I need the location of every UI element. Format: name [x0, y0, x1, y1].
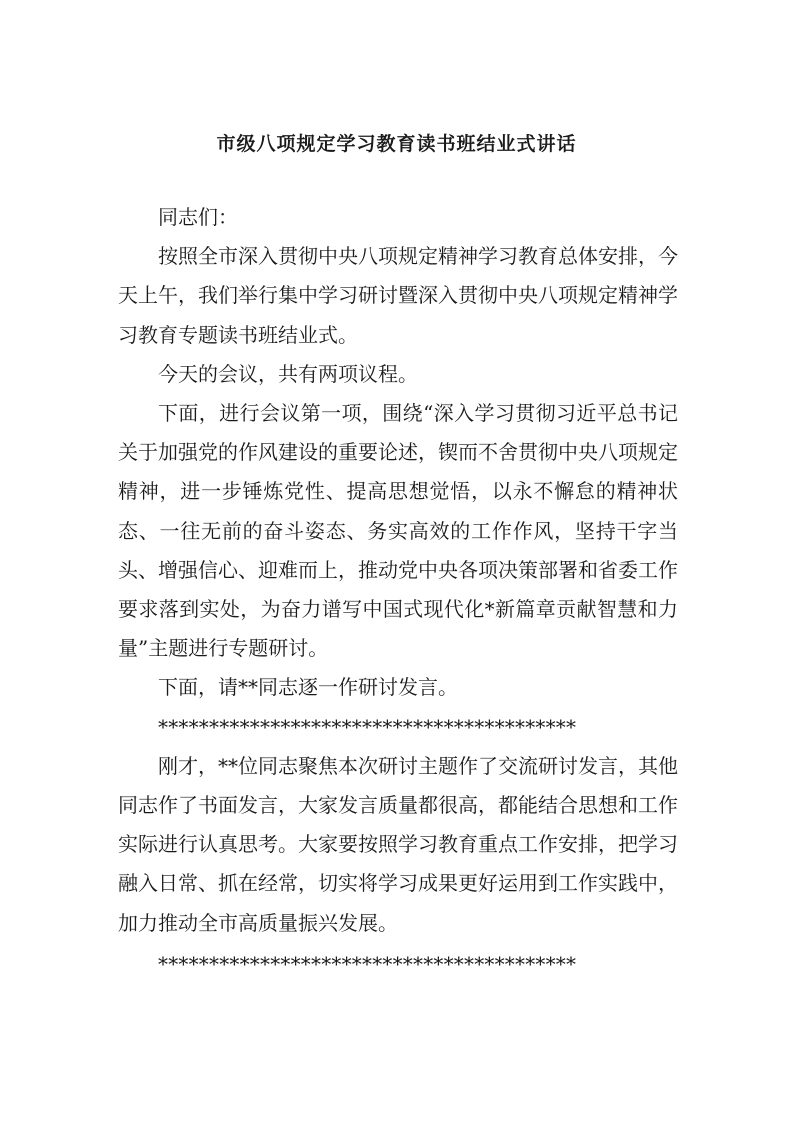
first-item-paragraph: 下面，进行会议第一项，围绕“深入学习贯彻习近平总书记关于加强党的作风建设的重要论述，锲而不舍贯彻中央八项规定精神，进一步锤炼党性、提高思想觉悟，以永不懈怠的精神状态、一往无前的奋斗姿态、务实高效的工作作风，坚持干字当头、增强信心、迎难而上，推动党中央各项决策部署和省委工作要求落到实处，为奋力谱写中国式现代化*新篇章贡献智慧和力量”主题进行专题研讨。 — [118, 401, 678, 661]
summary-paragraph: 刚才，**位同志聚焦本次研讨主题作了交流研讨发言，其他同志作了书面发言，大家发言质量都很高，都能结合思想和工作实际进行认真思考。大家要按照学习教育重点工作安排，把学习融入日常、抓在经常，切实将学习成果更好运用到工作实践中，加力推动全市高质量振兴发展。 — [118, 753, 678, 935]
separator-line: ***************************************** — [158, 714, 577, 739]
document-title: 市级八项规定学习教育读书班结业式讲话 — [216, 133, 577, 155]
salutation-paragraph: 同志们： — [158, 205, 238, 229]
agenda-paragraph: 今天的会议，共有两项议程。 — [158, 361, 418, 386]
separator-line: ***************************************** — [158, 951, 577, 976]
document-body — [118, 198, 678, 984]
intro-paragraph: 按照全市深入贯彻中央八项规定精神学习教育总体安排，今天上午，我们举行集中学习研讨暨深入贯彻中央八项规定精神学习教育专题读书班结业式。 — [118, 244, 678, 347]
speech-request-paragraph: 下面，请**同志逐一作研讨发言。 — [158, 675, 458, 700]
